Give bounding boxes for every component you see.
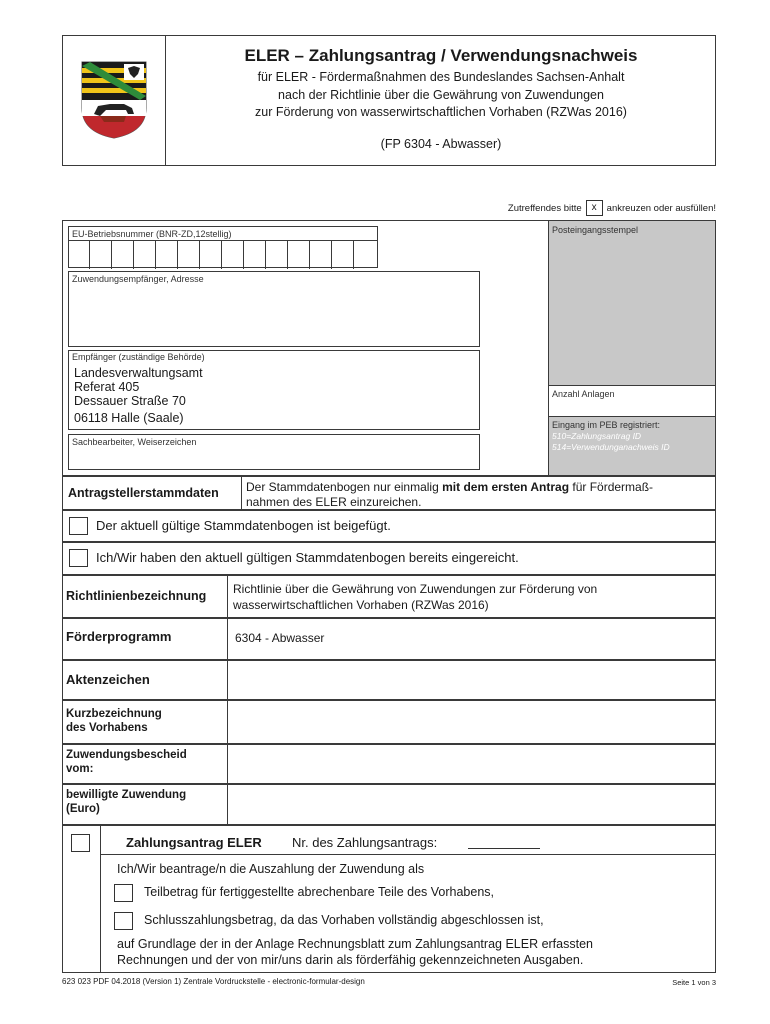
short-description-label-2: des Vorhabens (66, 722, 148, 734)
authority-line-1: Landesverwaltungsamt (74, 366, 203, 380)
bnr-digit[interactable] (266, 241, 288, 269)
payment-title: Zahlungsantrag ELER (126, 835, 262, 850)
authority-line-4: 06118 Halle (Saale) (74, 411, 184, 425)
instruction-before: Zutreffendes bitte (507, 202, 582, 214)
bnr-digit[interactable] (112, 241, 134, 269)
peb-label: Eingang im PEB registriert: (552, 420, 661, 430)
payment-intro: Ich/Wir beantrage/n die Auszahlung der Zuwendung als (117, 862, 425, 876)
guideline-value-2: wasserwirtschaftlichen Vorhaben (RZWas 2016) (233, 598, 489, 612)
footer-version: (Version 1) Zentrale Vordruckstelle - electronic-formular-design (140, 977, 365, 986)
master-text-line-2: nahmen des ELER einzureichen. (246, 495, 422, 509)
bnr-digit[interactable] (310, 241, 332, 269)
footer-left (62, 977, 365, 986)
master-text-line-1 (246, 480, 653, 494)
file-number-input[interactable] (228, 661, 715, 699)
authority-label: Empfänger (zuständige Behörde) (72, 352, 205, 362)
bnr-digit[interactable] (244, 241, 266, 269)
final-payment-label: Schlusszahlungsbetrag, da das Vorhaben vollständig abgeschlossen ist, (144, 913, 544, 927)
bnr-digit[interactable] (222, 241, 244, 269)
program-value: 6304 - Abwasser (235, 631, 325, 645)
program-code: (FP 6304 - Abwasser) (380, 137, 502, 151)
attachments-label: Anzahl Anlagen (552, 389, 615, 399)
master-label: Antragstellerstammdaten (68, 486, 219, 500)
clerk-label: Sachbearbeiter, Weiserzeichen (72, 437, 197, 447)
notice-label-2: vom: (66, 763, 94, 775)
payment-number-label: Nr. des Zahlungsantrags: (292, 835, 438, 850)
bnr-digit[interactable] (68, 241, 90, 269)
guideline-label: Richtlinienbezeichnung (66, 589, 207, 603)
authority-line-2: Referat 405 (74, 380, 140, 394)
notice-label-1: Zuwendungsbescheid (66, 749, 187, 761)
bnr-digit[interactable] (90, 241, 112, 269)
bnr-label: EU-Betriebsnummer (BNR-ZD,12stellig) (72, 229, 232, 239)
peb-line-2: 514=Verwendunganachweis ID (552, 442, 670, 452)
payment-number-input[interactable] (468, 835, 540, 849)
payment-closing-2: Rechnungen und der von mir/uns darin als förderfähig gekennzeichneten Ausgaben. (117, 953, 584, 967)
partial-payment-checkbox[interactable] (114, 884, 133, 902)
authority-line-3: Dessauer Straße 70 (74, 394, 186, 408)
master-option-1-label: Der aktuell gültige Stammdatenbogen ist beigefügt. (96, 518, 391, 533)
short-description-input[interactable] (228, 701, 715, 743)
payment-left-divider (100, 825, 101, 973)
file-number-label: Aktenzeichen (66, 672, 150, 687)
payment-request-checkbox[interactable] (71, 834, 90, 852)
master-text-a: Der Stammdatenbogen nur einmalig (246, 480, 443, 494)
bnr-digit[interactable] (288, 241, 310, 269)
stamp-area (548, 220, 716, 386)
granted-amount-input[interactable] (228, 785, 715, 824)
instruction-line (440, 200, 716, 216)
master-divider (241, 476, 242, 510)
notice-date-input[interactable] (228, 745, 715, 783)
bnr-digit[interactable] (332, 241, 354, 269)
page-title: ELER – Zahlungsantrag / Verwendungsnachweis (244, 46, 638, 65)
subtitle-line-1: für ELER - Fördermaßnahmen des Bundeslandes Sachsen-Anhalt (257, 70, 625, 84)
guideline-divider (227, 575, 228, 618)
program-divider (227, 618, 228, 660)
peb-line-1: 510=Zahlungsantrag ID (552, 431, 642, 441)
instruction-after: ankreuzen oder ausfüllen! (606, 202, 716, 214)
coat-of-arms-icon (80, 60, 148, 140)
program-label: Förderprogramm (66, 629, 172, 644)
bnr-digit-row[interactable] (68, 240, 378, 268)
recipient-label: Zuwendungsempfänger, Adresse (72, 274, 204, 284)
instruction-x-box: x (586, 200, 603, 216)
subtitle-line-3: zur Förderung von wasserwirtschaftlichen Vorhaben (RZWas 2016) (255, 105, 627, 119)
partial-payment-label: Teilbetrag für fertiggestellte abrechenbare Teile des Vorhabens, (144, 885, 494, 899)
stamp-label: Posteingangsstempel (552, 225, 639, 235)
granted-label-2: (Euro) (66, 803, 100, 815)
final-payment-checkbox[interactable] (114, 912, 133, 930)
bnr-digit[interactable] (134, 241, 156, 269)
bnr-digit[interactable] (178, 241, 200, 269)
granted-label-1: bewilligte Zuwendung (66, 789, 187, 801)
short-description-label-1: Kurzbezeichnung (66, 708, 162, 720)
guideline-value-1: Richtlinie über die Gewährung von Zuwendungen zur Förderung von (233, 582, 598, 596)
master-option-1-checkbox[interactable] (69, 517, 88, 535)
master-option-2-checkbox[interactable] (69, 549, 88, 567)
payment-closing-1: auf Grundlage der in der Anlage Rechnungsblatt zum Zahlungsantrag ELER erfassten (117, 937, 593, 951)
bnr-digit[interactable] (200, 241, 222, 269)
footer-page-number: Seite 1 von 3 (672, 978, 716, 987)
master-text-b: mit dem ersten Antrag (442, 480, 570, 494)
payment-title-underline (100, 854, 716, 855)
bnr-digit[interactable] (156, 241, 178, 269)
footer-form-number: 623 023 PDF 04.2018 (62, 977, 141, 986)
master-text-c: für Fördermaß- (569, 480, 654, 494)
subtitle-line-2: nach der Richtlinie über die Gewährung von Zuwendungen (278, 88, 604, 102)
master-option-2-label: Ich/Wir haben den aktuell gültigen Stammdatenbogen bereits eingereicht. (96, 550, 519, 565)
